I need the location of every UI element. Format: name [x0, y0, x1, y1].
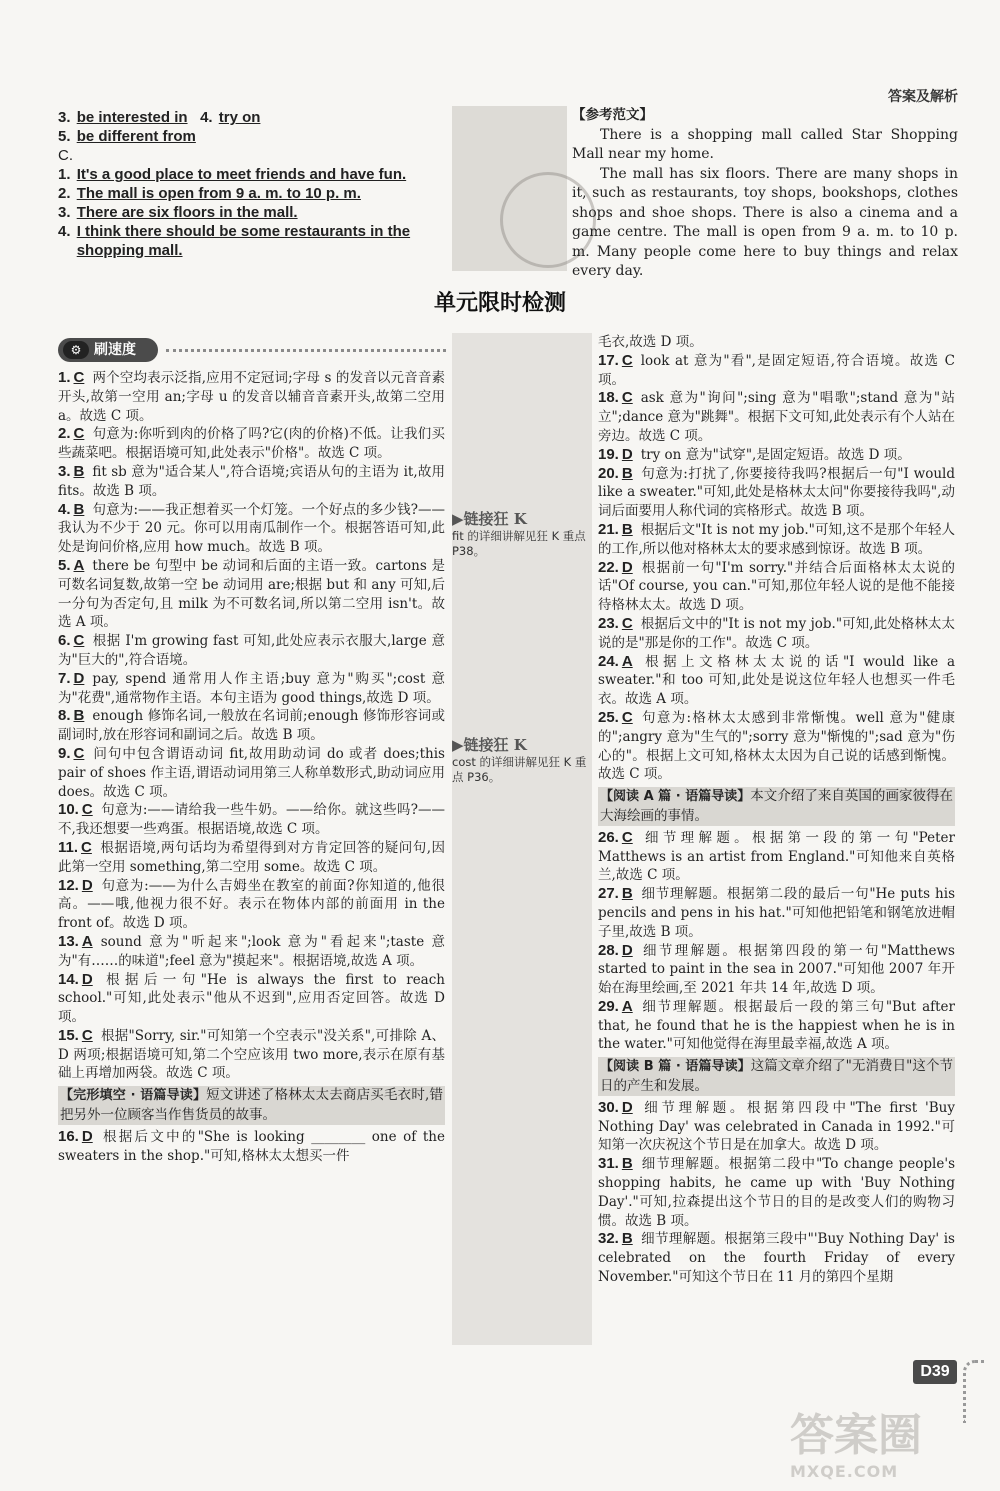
sample-paragraph: There is a shopping mall called Star Shopping Mall near my home.: [572, 126, 958, 162]
list-item: 1. C 两个空均表示泛指,应用不定冠词;字母 s 的发音以元音音素开头,故第一空用 an;字母 u 的发音以辅音音素开头,故第二空用 a。故选 C 项。: [58, 369, 445, 424]
sample-label: 【参考范文】: [572, 107, 653, 123]
answer-line: 3. be interested in 4. try on: [58, 109, 261, 126]
link-note-cost: ▶链接狂 K cost 的详细讲解见狂 K 重点 P36。: [452, 736, 587, 784]
sample-paragraph: The mall has six floors. There are many shops in it, such as restaurants, toy shops, bookshops, clothes shops and shoe shops. There is also a cinema and a game centre. The mall is open from 9 a. m. to 10 p. m. Many people come here to buy things and relax every day.: [572, 165, 958, 279]
list-item: 2. C 句意为:你听到肉的价格了吗?它(肉的价格)不低。让我们买些蔬菜吧。根据语境可知,此处表示"价格"。故选 C 项。: [58, 425, 445, 462]
answer-line: C.: [58, 147, 73, 164]
list-item: 12. D 句意为:——为什么吉姆坐在教室的前面?你知道的,他很高。——哦,他视力很不好。表示在物体内部的前面用 in the front of。故选 D 项。: [58, 876, 445, 932]
answer-line: 4. I think there should be some restaurants in the shopping mall.: [58, 223, 411, 259]
header-title: 答案及解析: [888, 89, 958, 105]
list-item: 32. B 细节理解题。根据第三段中"'Buy Nothing Day' is celebrated on the fourth Friday of every November."可知这个节日在 11 月的第四个星期: [598, 1230, 955, 1286]
list-item: 16. D 根据后文中的"She is looking ________ one of the sweaters in the shop."可知,格林太太想买一件: [58, 1127, 445, 1164]
watermark: 答案圈 MXQE.COM: [790, 1410, 922, 1481]
right-column: [598, 333, 955, 1287]
list-item: 28. D 细节理解题。根据第四段的第一句"Matthews started to paint in the sea in 2007."可知他 2007 年开始在海里绘画,至 2021 年共 14 年,故选 D 项。: [598, 941, 955, 997]
list-item: 5. A there be 句型中 be 动词和后面的主语一致。cartons 是可数名词复数,故第一空 be 动词用 are;根据 but 和 any 可知,后一分句为否定句,且 milk 为不可数名词,所以第二空用 isn't。故选 A 项。: [58, 556, 445, 631]
answer-line: 5. be different from: [58, 128, 196, 145]
margin-band-middle: [452, 333, 592, 1345]
list-item: 25. C 句意为:格林太太感到非常惭愧。well 意为"健康的";angry 意为"生气的";sorry 意为"惭愧的";sad 意为"伤心的"。根据上文可知,格林太太因为自己说的话感到惭愧。故选 C 项。: [598, 708, 955, 783]
list-item: 31. B 细节理解题。根据第二段中"To change people's shopping habits, he came up with 'Buy Nothing Day'."可知,拉森提出这个节日的目的是改变人们的购物习惯。故选 B 项。: [598, 1155, 955, 1229]
dotted-divider: [166, 349, 446, 352]
list-item: 14. D 根据后一句"He is always the first to reach school."可知,此处表示"他从不迟到",应用否定回答。故选 D 项。: [58, 970, 445, 1026]
reading-a-guide: 【阅读 A 篇 · 语篇导读】本文介绍了来自英国的画家彼得在大海绘画的事情。: [600, 788, 953, 824]
cloze-guide: 【完形填空 · 语篇导读】短文讲述了格林太太去商店买毛衣时,错把另外一位顾客当作售货员的故事。: [60, 1087, 443, 1124]
speed-badge: ⚙ 刷速度: [58, 338, 158, 362]
list-item: 22. D 根据前一句"I'm sorry."并结合后面格林太太说的话"Of course, you can."可知,那位年轻人说的是他不能接待格林太太。故选 D 项。: [598, 558, 955, 614]
speed-header: [58, 337, 446, 363]
list-item: 26. C 细节理解题。根据第一段的第一句"Peter Matthews is an artist from England."可知他来自英格兰,故选 C 项。: [598, 828, 955, 884]
list-item: 29. A 细节理解题。根据最后一段的第三句"But after that, he found that he is the happiest when he is in the water."可知他觉得在海里最幸福,故选 A 项。: [598, 997, 955, 1053]
link-arrow-icon: ▶: [452, 736, 464, 754]
left-column: [58, 369, 445, 1165]
list-item: 20. B 句意为:打扰了,你要接待我吗?根据后一句"I would like a sweater."可知,此处是格林太太问"你要接待我吗",动词后面要用人称代词的宾格形式。故选 B 项。: [598, 464, 955, 520]
list-item: 15. C 根据"Sorry, sir."可知第一个空表示"没关系",可排除 A、D 两项;根据语境可知,第二个空应该用 two more,表示在原有基础上再增加两袋。故选 C 项。: [58, 1026, 445, 1082]
list-item: 23. C 根据后文中的"It is not my job."可知,此处格林太太说的是"那是你的工作"。故选 C 项。: [598, 614, 955, 651]
list-item: 11. C 根据语境,两句话均为希望得到对方肯定回答的疑问句,因此第一空用 something,第二空用 some。故选 C 项。: [58, 838, 445, 875]
list-item: 6. C 根据 I'm growing fast 可知,此处应表示衣服大,large 意为"巨大的",符合语境。: [58, 632, 445, 668]
list-item: 7. D pay, spend 通常用人作主语;buy 意为"购买";cost 意为"花费",通常物作主语。本句主语为 good things,故选 D 项。: [58, 669, 445, 706]
list-item: 30. D 细节理解题。根据第四段中"The first 'Buy Nothing Day' was celebrated in Canada in 1992."可知第一次庆祝这个节日是在加拿大。故选 D 项。: [598, 1098, 955, 1154]
list-item: 21. B 根据后文"It is not my job."可知,这不是那个年轻人的工作,所以他对格林太太的要求感到惊讶。故选 B 项。: [598, 520, 955, 557]
list-item: 13. A sound 意为"听起来";look 意为"看起来";taste 意为"有……的味道";feel 意为"摸起来"。根据语境,故选 A 项。: [58, 932, 445, 969]
top-left-answers: [58, 108, 448, 260]
list-item: 10. C 句意为:——请给我一些牛奶。——给你。就这些吗?——不,我还想要一些鸡蛋。根据语境,故选 C 项。: [58, 801, 445, 838]
page-number: D39: [913, 1360, 957, 1384]
list-item: 18. C ask 意为"询问";sing 意为"唱歌";stand 意为"站立";dance 意为"跳舞"。根据下文可知,此处表示有个人站在旁边。故选 C 项。: [598, 389, 955, 444]
link-note-fit: ▶链接狂 K fit 的详细讲解见狂 K 重点 P38。: [452, 510, 586, 558]
answer-line: 2. The mall is open from 9 a. m. to 10 p. m.: [58, 185, 361, 202]
list-item: 17. C look at 意为"看",是固定短语,符合语境。故选 C 项。: [598, 351, 955, 388]
list-item: 3. B fit sb 意为"适合某人",符合语境;宾语从句的主语为 it,故用 fits。故选 B 项。: [58, 462, 445, 499]
continued-text: 毛衣,故选 D 项。: [598, 334, 703, 350]
list-item: 19. D try on 意为"试穿",是固定短语。故选 D 项。: [598, 445, 911, 463]
gear-icon: ⚙: [63, 341, 89, 359]
list-item: 27. B 细节理解题。根据第二段的最后一句"He puts his pencils and pens in his hat."可知他把铅笔和钢笔放进帽子里,故选 B 项。: [598, 885, 955, 940]
section-title: 单元限时检测: [433, 291, 566, 316]
list-item: 4. B 句意为:——我正想着买一个灯笼。一个好点的多少钱?——我认为不少于 20 元。你可以用南瓜制作一个。根据答语可知,此处是询问价格,应用 how much。故选 B 项。: [58, 500, 445, 556]
link-arrow-icon: ▶: [452, 510, 464, 528]
list-item: 8. B enough 修饰名词,一般放在名词前;enough 修饰形容词或副词时,放在形容词和副词之后。故选 B 项。: [58, 707, 445, 744]
answer-line: 3. There are six floors in the mall.: [58, 204, 298, 221]
sample-essay: [572, 106, 958, 282]
reading-b-guide: 【阅读 B 篇 · 语篇导读】这篇文章介绍了"无消费日"这个节日的产生和发展。: [600, 1058, 954, 1095]
list-item: 24. A 根据上文格林太太说的话"I would like a sweater."和 too 可知,此处是说这位年轻人也想买一件毛衣。故选 A 项。: [598, 652, 955, 708]
list-item: 9. C 问句中包含谓语动词 fit,故用助动词 do 或者 does;this pair of shoes 作主语,谓语动词用第三人称单数形式,助动词应用 does。故选 C 项。: [58, 744, 445, 800]
answer-line: 1. It's a good place to meet friends and have fun.: [58, 166, 407, 183]
